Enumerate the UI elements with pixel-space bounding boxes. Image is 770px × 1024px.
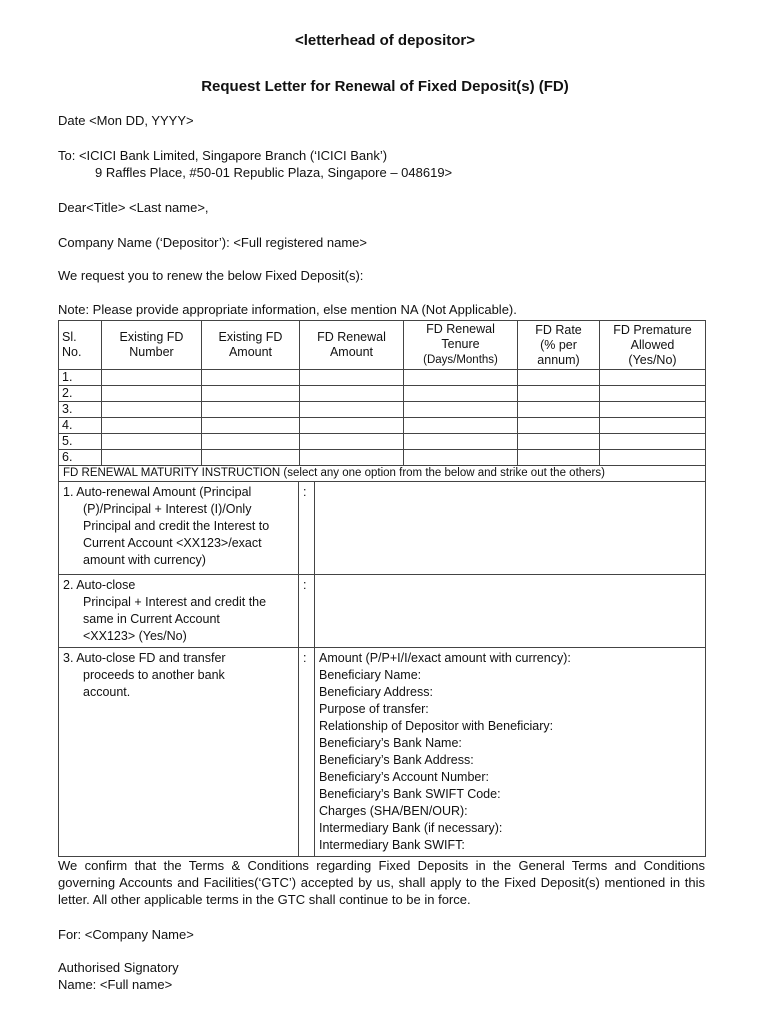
signatory-label: Authorised Signatory (58, 960, 179, 975)
colon: : (299, 648, 315, 857)
option-1-value[interactable] (315, 482, 706, 575)
header-existing-fd-number: Existing FD Number (102, 321, 202, 370)
field-beneficiary-name: Beneficiary Name: (319, 668, 422, 682)
field-bank-address: Beneficiary’s Bank Address: (319, 753, 474, 767)
field-charges: Charges (SHA/BEN/OUR): (319, 804, 468, 818)
table-header-row (59, 321, 706, 370)
table-row (59, 450, 706, 466)
field-amount: Amount (P/P+I/I/exact amount with currency): (319, 651, 571, 665)
header-existing-fd-amount: Existing FD Amount (202, 321, 300, 370)
row-number: 3. (59, 402, 102, 418)
field-beneficiary-address: Beneficiary Address: (319, 685, 433, 699)
table-row (59, 386, 706, 402)
option-2-text: 2. Auto-close Principal + Interest and credit the same in Current Account <XX123> (Yes/No) (59, 575, 299, 648)
header-sl-no: Sl. No. (59, 321, 102, 370)
letterhead: <letterhead of depositor> (294, 32, 476, 49)
header-premature: FD Premature Allowed (Yes/No) (600, 321, 706, 370)
to-line: To: <ICICI Bank Limited, Singapore Branch (‘ICICI Bank’) (58, 148, 388, 163)
row-number: 6. (59, 450, 102, 466)
confirmation-paragraph: We confirm that the Terms & Conditions regarding Fixed Deposits in the General Terms and Conditions governing Accounts and Facilities(‘GTC’) accepted by us, shall apply to the Fixed Deposit(s) mentioned in this letter. All other applicable terms in the GTC shall continue to be in force. (58, 858, 705, 907)
field-swift-code: Beneficiary’s Bank SWIFT Code: (319, 787, 501, 801)
salutation: Dear<Title> <Last name>, (58, 200, 209, 215)
field-account-number: Beneficiary’s Account Number: (319, 770, 489, 784)
field-relationship: Relationship of Depositor with Beneficiary: (319, 719, 554, 733)
company-line: Company Name (‘Depositor’): <Full registered name> (58, 235, 367, 250)
option-auto-renewal (59, 482, 706, 575)
option-auto-close-transfer (59, 648, 706, 857)
option-2-value[interactable] (315, 575, 706, 648)
maturity-instruction-table (58, 465, 706, 857)
field-intermediary-bank: Intermediary Bank (if necessary): (319, 821, 503, 835)
row-number: 2. (59, 386, 102, 402)
address-line: 9 Raffles Place, #50-01 Republic Plaza, Singapore – 048619> (95, 165, 453, 180)
header-renewal-tenure: FD Renewal Tenure (Days/Months) (404, 321, 518, 370)
signatory-name: Name: <Full name> (58, 977, 173, 992)
row-number: 4. (59, 418, 102, 434)
date-line: Date <Mon DD, YYYY> (58, 113, 194, 128)
table-row (59, 402, 706, 418)
table-row (59, 370, 706, 386)
for-company-line: For: <Company Name> (58, 927, 194, 942)
row-number: 5. (59, 434, 102, 450)
field-bank-name: Beneficiary’s Bank Name: (319, 736, 462, 750)
colon: : (299, 482, 315, 575)
row-number: 1. (59, 370, 102, 386)
field-purpose: Purpose of transfer: (319, 702, 429, 716)
header-renewal-amount: FD Renewal Amount (300, 321, 404, 370)
fd-table (58, 320, 706, 466)
option-3-text: 3. Auto-close FD and transfer proceeds to another bank account. (59, 648, 299, 857)
transfer-fields[interactable] (315, 648, 706, 857)
option-1-text: 1. Auto-renewal Amount (Principal (P)/Principal + Interest (I)/Only Principal and credit the Interest to Current Account <XX123>/exact amount with currency) (59, 482, 299, 575)
option-auto-close (59, 575, 706, 648)
colon: : (299, 575, 315, 648)
header-fd-rate: FD Rate (% per annum) (518, 321, 600, 370)
note-line: Note: Please provide appropriate information, else mention NA (Not Applicable). (58, 302, 517, 317)
instruction-heading: FD RENEWAL MATURITY INSTRUCTION (select any one option from the below and strike out the others) (59, 466, 706, 482)
request-line: We request you to renew the below Fixed Deposit(s): (58, 268, 364, 283)
page-title: Request Letter for Renewal of Fixed Deposit(s) (FD) (201, 78, 569, 95)
table-row (59, 418, 706, 434)
field-intermediary-swift: Intermediary Bank SWIFT: (319, 838, 465, 852)
table-row (59, 434, 706, 450)
